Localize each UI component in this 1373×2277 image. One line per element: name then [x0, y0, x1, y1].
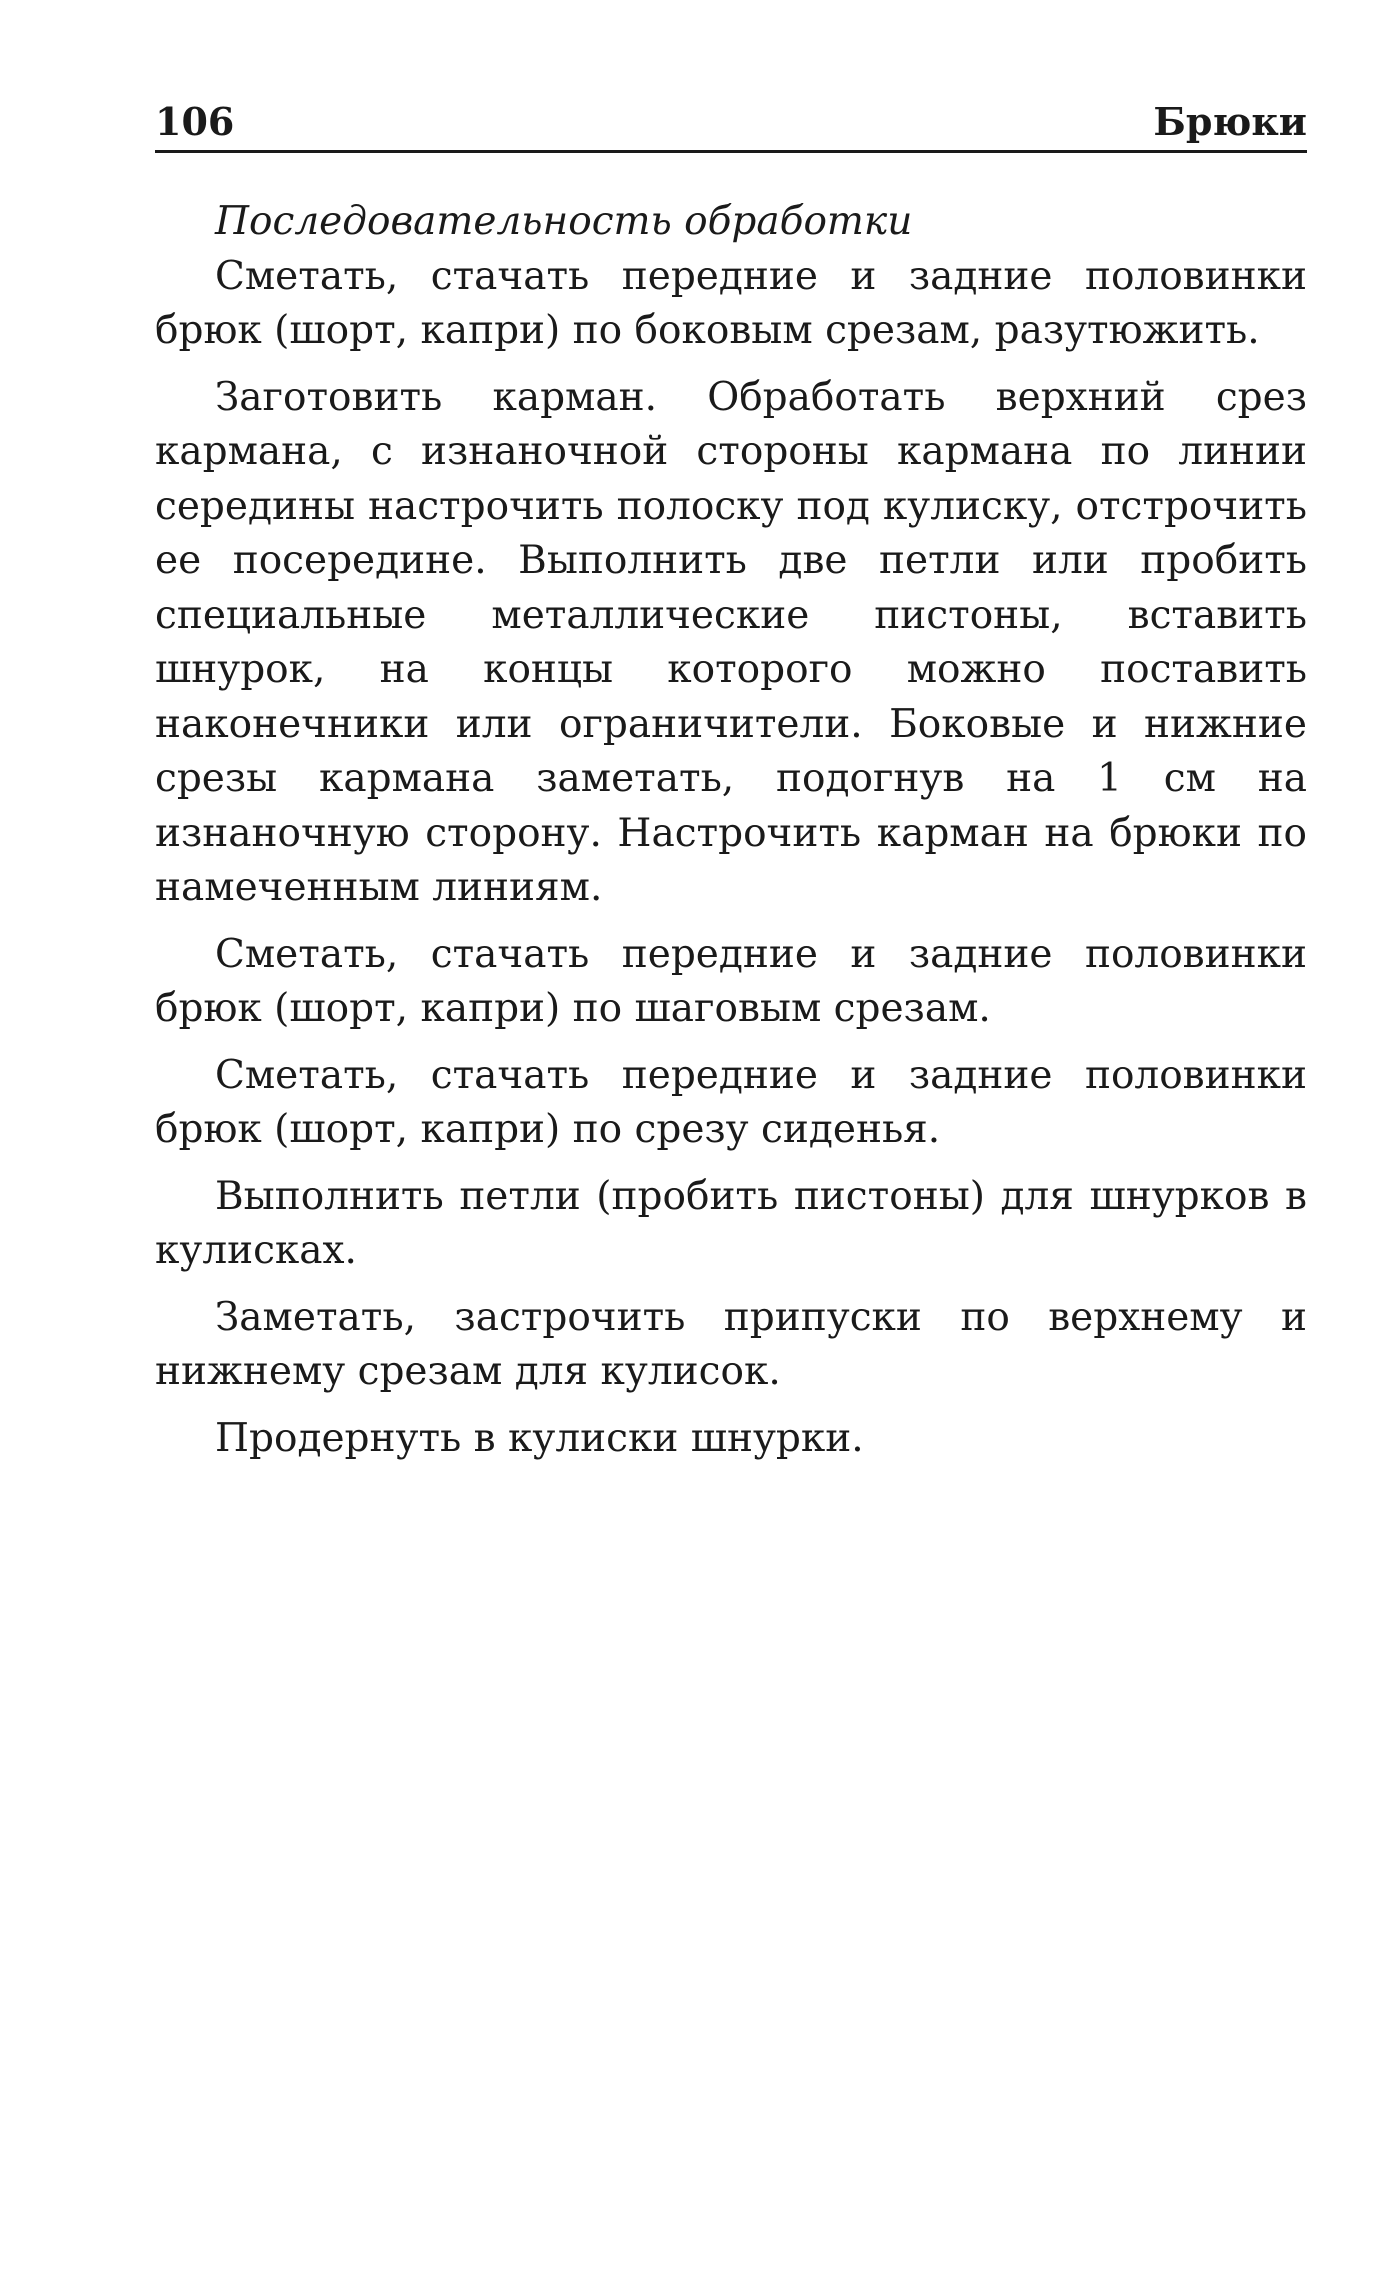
paragraph-7: Продернуть в кулиски шнурки.	[215, 1415, 864, 1461]
body-text	[155, 195, 1307, 1466]
paragraph-2: Заготовить карман. Обработать верхний срез кармана, с изнаночной стороны кармана по линии середины настрочить полоску под кулиску, отстрочить ее посередине. Выполнить две петли или пробить специальные металлические пистоны, вставить шнурок, на концы которого можно поставить наконечники или ограничители. Боковые и нижние срезы кармана заметать, подогнув на 1 см на изнаночную сторону. Настрочить карман на брюки по намеченным линиям.	[155, 374, 1307, 910]
section-title: Последовательность обработки	[215, 199, 913, 244]
page-number: 106	[155, 99, 235, 144]
paragraph-1: Сметать, стачать передние и задние половинки брюк (шорт, капри) по боковым срезам, разутюжить.	[155, 253, 1307, 353]
chapter-title: Брюки	[1153, 99, 1307, 144]
paragraph-4: Сметать, стачать передние и задние половинки брюк (шорт, капри) по срезу сиденья.	[155, 1052, 1307, 1152]
running-header	[155, 100, 1307, 153]
book-page	[155, 100, 1307, 1478]
paragraph-3: Сметать, стачать передние и задние половинки брюк (шорт, капри) по шаговым срезам.	[155, 931, 1307, 1031]
paragraph-6: Заметать, застрочить припуски по верхнему и нижнему срезам для кулисок.	[155, 1294, 1307, 1394]
paragraph-5: Выполнить петли (пробить пистоны) для шнурков в кулисках.	[155, 1173, 1307, 1273]
